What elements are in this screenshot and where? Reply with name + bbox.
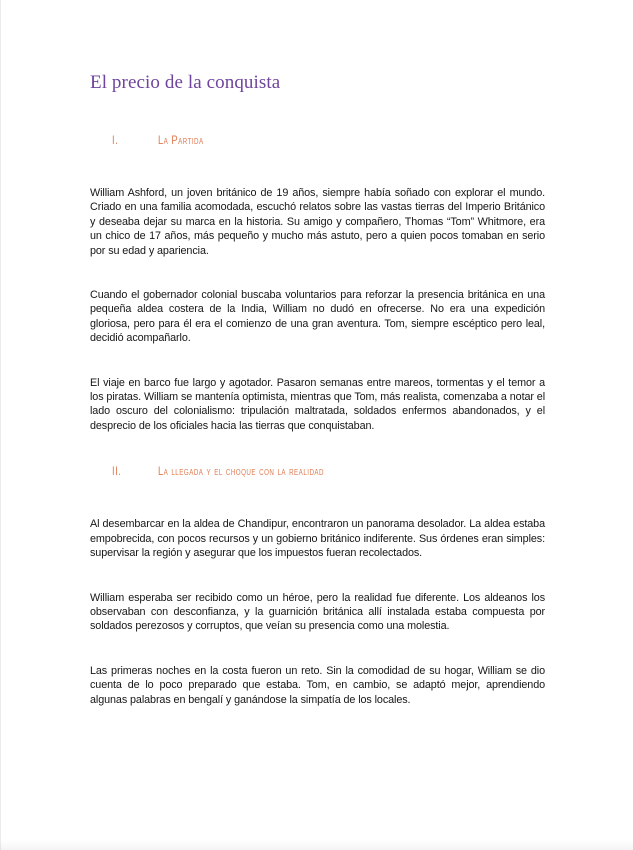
section-1-heading-text: La Partida [158,133,204,147]
document-title: El precio de la conquista [90,72,281,93]
section-1-numeral: I. [112,133,119,147]
page-left-edge [0,0,1,850]
section-2-paragraph-1: Al desembarcar en la aldea de Chandipur, encontraron un panorama desolador. La aldea estaba empobrecida, con pocos recursos y un gobierno británico indiferente. Sus órdenes eran simples: supervisar la región y asegurar que los impuestos fueran recolectados. [90,518,545,560]
section-1-paragraph-1: William Ashford, un joven británico de 19 años, siempre había soñado con explorar el mundo. Criado en una familia acomodada, escuchó relatos sobre las vastas tierras del Imperio Británico y deseaba dejar su marca en la historia. Su amigo y compañero, Thomas “Tom” Whitmore, era un chico de 17 años, más pequeño y mucho más astuto, pero a quien pocos tomaban en serio por su edad y apariencia. [90,187,545,257]
section-2-paragraph-2: William esperaba ser recibido como un héroe, pero la realidad fue diferente. Los aldeanos los observaban con desconfianza, y la guarnición británica allí instalada estaba compuesta por soldados perezosos y corruptos, que veían su presencia como una molestia. [90,591,545,633]
section-heading-2 [90,464,545,479]
section-2-heading-text: La llegada y el choque con la realidad [158,464,325,479]
section-heading-1 [90,133,545,148]
section-2-numeral: II. [112,464,122,479]
section-1-paragraph-3: El viaje en barco fue largo y agotador. Pasaron semanas entre mareos, tormentas y el temor a los piratas. William se mantenía optimista, mientras que Tom, más realista, comenzaba a notar el lado oscuro del colonialismo: tripulación maltratada, soldados enfermos abandonados, y el desprecio de los oficiales hacia las tierras que conquistaban. [90,376,545,432]
section-1-paragraph-2: Cuando el gobernador colonial buscaba voluntarios para reforzar la presencia británica en una pequeña aldea costera de la India, William no dudó en ofrecerse. No era una expedición gloriosa, pero para él era el comienzo de una gran aventura. Tom, siempre escéptico pero leal, decidió acompañarlo. [90,289,545,345]
section-2-paragraph-3: Las primeras noches en la costa fueron un reto. Sin la comodidad de su hogar, William se dio cuenta de lo poco preparado que estaba. Tom, en cambio, se adaptó mejor, aprendiendo algunas palabras en bengalí y ganándose la simpatía de los locales. [90,664,545,706]
page-bottom-shadow [0,840,633,850]
